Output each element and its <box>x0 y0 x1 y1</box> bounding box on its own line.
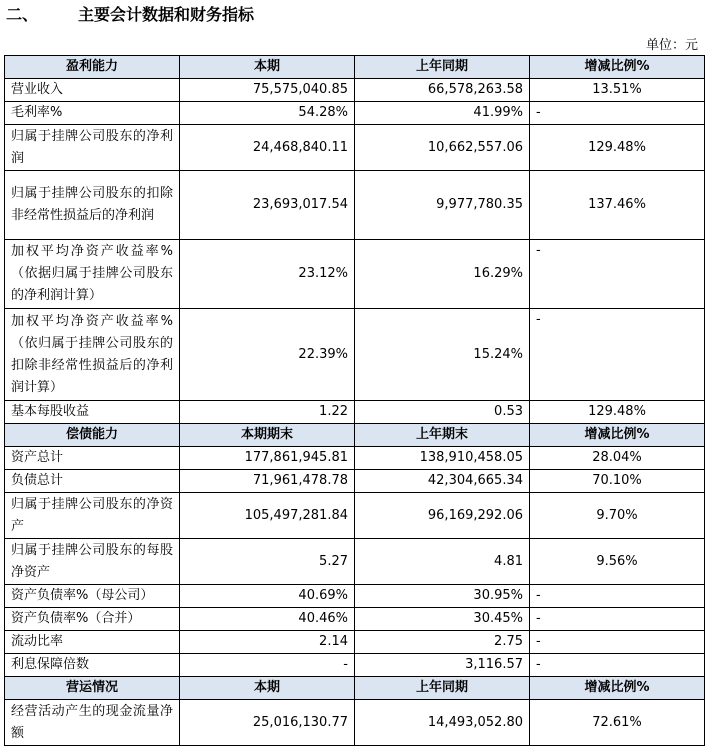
row-label: 归属于挂牌公司股东的每股净资产 <box>5 539 180 585</box>
row-label: 归属于挂牌公司股东的净资产 <box>5 493 180 539</box>
operations-header-row <box>5 677 705 700</box>
section-title: 主要会计数据和财务指标 <box>78 4 255 24</box>
profit-header-row <box>5 56 705 79</box>
current-value: 54.28% <box>180 102 355 125</box>
header-cell: 偿债能力 <box>5 424 180 447</box>
current-value: 23.12% <box>180 240 355 309</box>
table-row <box>5 493 705 539</box>
previous-value: 0.53 <box>355 401 530 424</box>
current-value: 23,693,017.54 <box>180 171 355 240</box>
current-value: 71,961,478.78 <box>180 470 355 493</box>
table-row <box>5 401 705 424</box>
previous-value: 10,662,557.06 <box>355 125 530 171</box>
previous-value: 96,169,292.06 <box>355 493 530 539</box>
current-value: 1.22 <box>180 401 355 424</box>
row-label: 流动比率 <box>5 631 180 654</box>
row-label: 资产总计 <box>5 447 180 470</box>
row-label: 归属于挂牌公司股东的扣除非经常性损益后的净利润 <box>5 171 180 240</box>
table-row <box>5 585 705 608</box>
current-value: 22.39% <box>180 309 355 401</box>
current-value: 5.27 <box>180 539 355 585</box>
row-label: 负债总计 <box>5 470 180 493</box>
row-label: 加权平均净资产收益率%（依据归属于挂牌公司股东的净利润计算） <box>5 240 180 309</box>
change-value: - <box>530 608 705 631</box>
previous-value: 66,578,263.58 <box>355 79 530 102</box>
table-row <box>5 171 705 240</box>
row-label: 归属于挂牌公司股东的净利润 <box>5 125 180 171</box>
table-row <box>5 309 705 401</box>
change-value: 129.48% <box>530 401 705 424</box>
header-cell: 上年期末 <box>355 424 530 447</box>
table-row <box>5 700 705 746</box>
change-value: 9.56% <box>530 539 705 585</box>
current-value: 105,497,281.84 <box>180 493 355 539</box>
table-row <box>5 631 705 654</box>
row-label: 经营活动产生的现金流量净额 <box>5 700 180 746</box>
row-label: 资产负债率%（母公司） <box>5 585 180 608</box>
row-label: 加权平均净资产收益率%（依归属于挂牌公司股东的扣除非经常性损益后的净利润计算） <box>5 309 180 401</box>
change-value: - <box>530 654 705 677</box>
change-value: - <box>530 102 705 125</box>
change-value: - <box>530 585 705 608</box>
header-cell: 上年同期 <box>355 677 530 700</box>
header-cell: 增减比例% <box>530 424 705 447</box>
header-cell: 本期 <box>180 56 355 79</box>
previous-value: 4.81 <box>355 539 530 585</box>
header-cell: 本期 <box>180 677 355 700</box>
row-label: 资产负债率%（合并） <box>5 608 180 631</box>
financial-indicators-table <box>4 55 705 746</box>
previous-value: 14,493,052.80 <box>355 700 530 746</box>
previous-value: 2.75 <box>355 631 530 654</box>
change-value: 13.51% <box>530 79 705 102</box>
current-value: 40.46% <box>180 608 355 631</box>
row-label: 基本每股收益 <box>5 401 180 424</box>
table-row <box>5 102 705 125</box>
current-value: 2.14 <box>180 631 355 654</box>
previous-value: 9,977,780.35 <box>355 171 530 240</box>
previous-value: 30.95% <box>355 585 530 608</box>
table-row <box>5 470 705 493</box>
row-label: 毛利率% <box>5 102 180 125</box>
table-row <box>5 608 705 631</box>
change-value: 70.10% <box>530 470 705 493</box>
table-row <box>5 125 705 171</box>
current-value: 75,575,040.85 <box>180 79 355 102</box>
header-cell: 上年同期 <box>355 56 530 79</box>
unit-label: 单位：元 <box>645 38 698 53</box>
change-value: - <box>530 240 705 309</box>
row-label: 营业收入 <box>5 79 180 102</box>
change-value: 9.70% <box>530 493 705 539</box>
current-value: 25,016,130.77 <box>180 700 355 746</box>
previous-value: 30.45% <box>355 608 530 631</box>
previous-value: 3,116.57 <box>355 654 530 677</box>
table-row <box>5 447 705 470</box>
change-value: 28.04% <box>530 447 705 470</box>
header-cell: 增减比例% <box>530 677 705 700</box>
section-number: 二、 <box>6 4 39 24</box>
table-row <box>5 79 705 102</box>
current-value: 177,861,945.81 <box>180 447 355 470</box>
current-value: - <box>180 654 355 677</box>
solvency-header-row <box>5 424 705 447</box>
header-cell: 增减比例% <box>530 56 705 79</box>
header-cell: 盈利能力 <box>5 56 180 79</box>
change-value: - <box>530 631 705 654</box>
previous-value: 41.99% <box>355 102 530 125</box>
header-cell: 本期期末 <box>180 424 355 447</box>
current-value: 24,468,840.11 <box>180 125 355 171</box>
table-row <box>5 539 705 585</box>
change-value: 129.48% <box>530 125 705 171</box>
current-value: 40.69% <box>180 585 355 608</box>
change-value: 137.46% <box>530 171 705 240</box>
change-value: 72.61% <box>530 700 705 746</box>
previous-value: 42,304,665.34 <box>355 470 530 493</box>
section-heading <box>6 0 254 26</box>
table-row <box>5 654 705 677</box>
table-row <box>5 240 705 309</box>
header-cell: 营运情况 <box>5 677 180 700</box>
row-label: 利息保障倍数 <box>5 654 180 677</box>
previous-value: 138,910,458.05 <box>355 447 530 470</box>
previous-value: 16.29% <box>355 240 530 309</box>
previous-value: 15.24% <box>355 309 530 401</box>
change-value: - <box>530 309 705 401</box>
